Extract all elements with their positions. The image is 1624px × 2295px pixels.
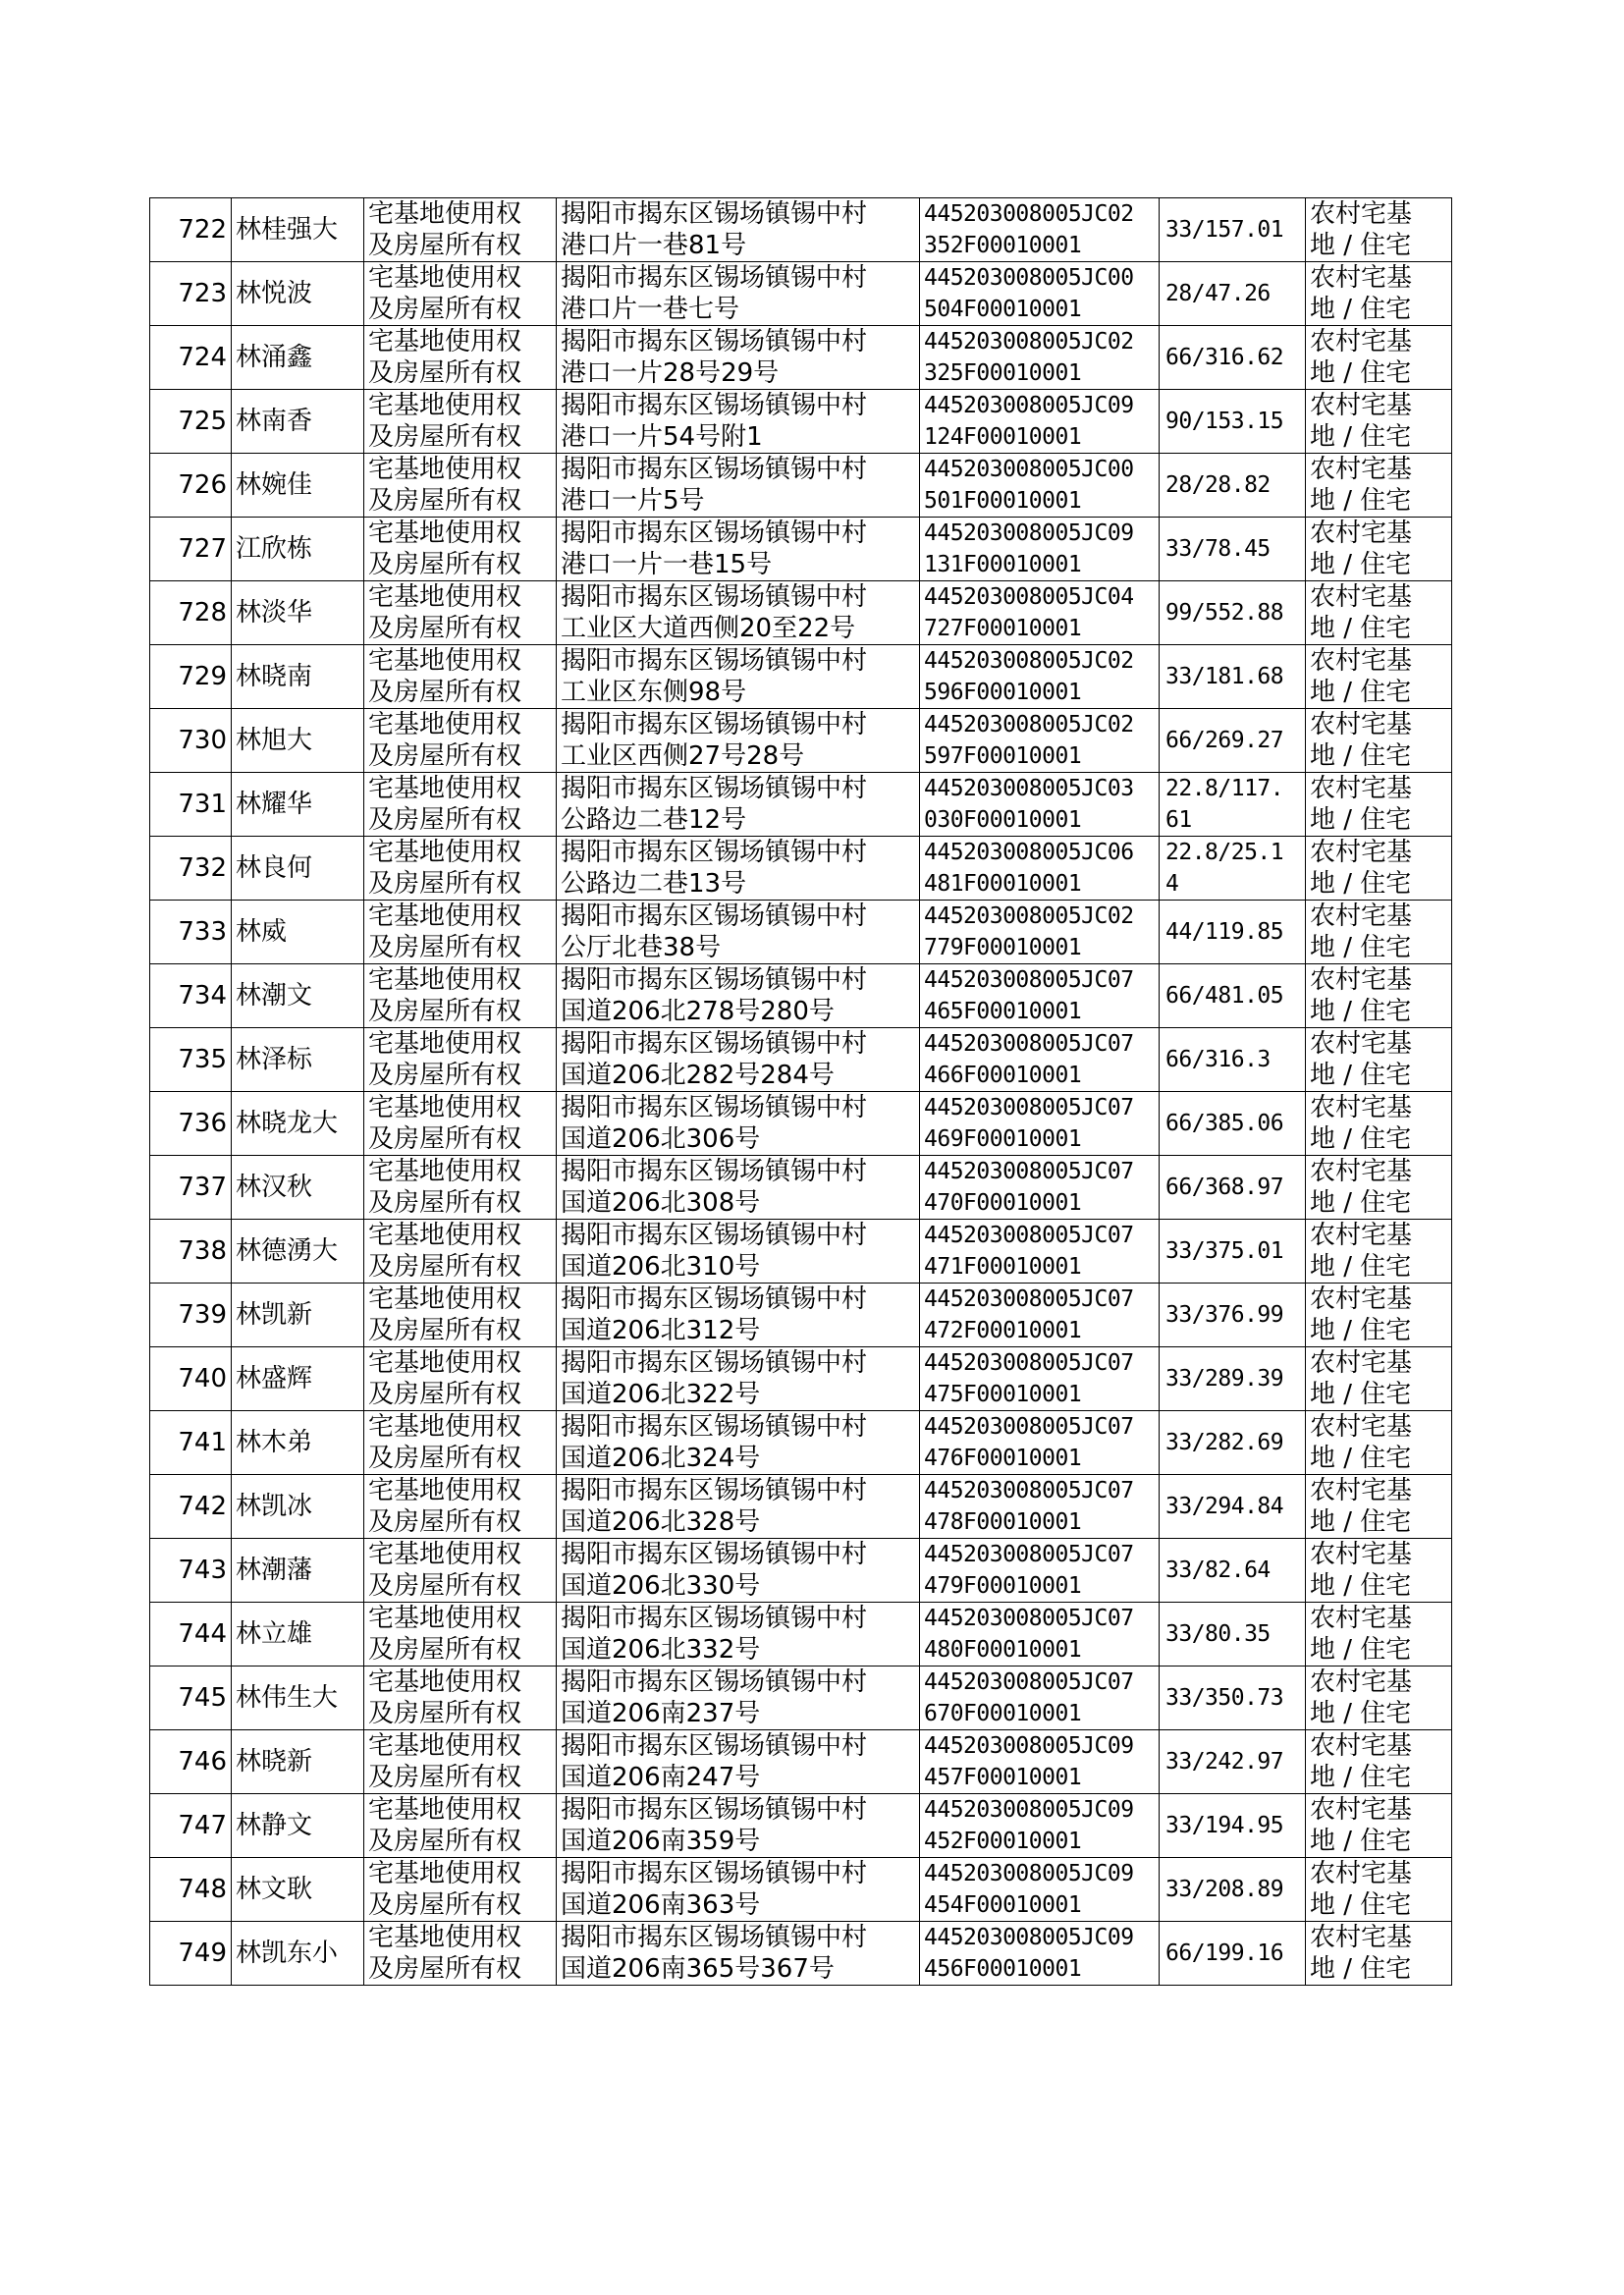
right-type-cell: 宅基地使用权 及房屋所有权	[364, 1603, 557, 1667]
right-type-cell: 宅基地使用权 及房屋所有权	[364, 773, 557, 837]
row-number-cell: 724	[150, 326, 232, 390]
row-number-cell: 725	[150, 390, 232, 454]
row-number-cell: 726	[150, 454, 232, 518]
land-use-cell: 农村宅基 地 / 住宅	[1306, 1347, 1452, 1411]
right-type-cell: 宅基地使用权 及房屋所有权	[364, 454, 557, 518]
owner-name-cell: 林潮文	[232, 964, 364, 1028]
owner-name-cell: 林木弟	[232, 1411, 364, 1475]
table-row	[150, 901, 1452, 964]
land-use-cell: 农村宅基 地 / 住宅	[1306, 1603, 1452, 1667]
unit-number-cell: 445203008005JC07 465F00010001	[920, 964, 1160, 1028]
property-address-cell: 揭阳市揭东区锡场镇锡中村 港口一片一巷15号	[557, 518, 920, 581]
table-row	[150, 1092, 1452, 1156]
owner-name-cell: 林德湧大	[232, 1220, 364, 1284]
land-use-cell: 农村宅基 地 / 住宅	[1306, 1284, 1452, 1347]
property-address-cell: 揭阳市揭东区锡场镇锡中村 国道206北308号	[557, 1156, 920, 1220]
row-number-cell: 741	[150, 1411, 232, 1475]
owner-name-cell: 林文耿	[232, 1858, 364, 1922]
table-row	[150, 1284, 1452, 1347]
land-use-cell: 农村宅基 地 / 住宅	[1306, 454, 1452, 518]
right-type-cell: 宅基地使用权 及房屋所有权	[364, 1347, 557, 1411]
table-row	[150, 1411, 1452, 1475]
unit-number-cell: 445203008005JC07 471F00010001	[920, 1220, 1160, 1284]
land-use-cell: 农村宅基 地 / 住宅	[1306, 581, 1452, 645]
land-use-cell: 农村宅基 地 / 住宅	[1306, 1092, 1452, 1156]
row-number-cell: 733	[150, 901, 232, 964]
unit-number-cell: 445203008005JC02 779F00010001	[920, 901, 1160, 964]
area-value-cell: 33/289.39	[1160, 1347, 1306, 1411]
owner-name-cell: 林涌鑫	[232, 326, 364, 390]
unit-number-cell: 445203008005JC07 478F00010001	[920, 1475, 1160, 1539]
property-address-cell: 揭阳市揭东区锡场镇锡中村 国道206北278号280号	[557, 964, 920, 1028]
table-row	[150, 709, 1452, 773]
row-number-cell: 731	[150, 773, 232, 837]
area-value-cell: 66/385.06	[1160, 1092, 1306, 1156]
land-use-cell: 农村宅基 地 / 住宅	[1306, 390, 1452, 454]
area-value-cell: 66/368.97	[1160, 1156, 1306, 1220]
right-type-cell: 宅基地使用权 及房屋所有权	[364, 1539, 557, 1603]
table-row	[150, 1539, 1452, 1603]
owner-name-cell: 林淡华	[232, 581, 364, 645]
right-type-cell: 宅基地使用权 及房屋所有权	[364, 1411, 557, 1475]
property-address-cell: 揭阳市揭东区锡场镇锡中村 港口一片28号29号	[557, 326, 920, 390]
unit-number-cell: 445203008005JC06 481F00010001	[920, 837, 1160, 901]
land-use-cell: 农村宅基 地 / 住宅	[1306, 1539, 1452, 1603]
table-row	[150, 262, 1452, 326]
owner-name-cell: 林凯新	[232, 1284, 364, 1347]
property-address-cell: 揭阳市揭东区锡场镇锡中村 港口一片5号	[557, 454, 920, 518]
owner-name-cell: 林晓龙大	[232, 1092, 364, 1156]
owner-name-cell: 林泽标	[232, 1028, 364, 1092]
right-type-cell: 宅基地使用权 及房屋所有权	[364, 1922, 557, 1986]
right-type-cell: 宅基地使用权 及房屋所有权	[364, 964, 557, 1028]
land-use-cell: 农村宅基 地 / 住宅	[1306, 326, 1452, 390]
registry-table	[149, 197, 1452, 1986]
area-value-cell: 66/316.3	[1160, 1028, 1306, 1092]
land-use-cell: 农村宅基 地 / 住宅	[1306, 709, 1452, 773]
property-address-cell: 揭阳市揭东区锡场镇锡中村 国道206北306号	[557, 1092, 920, 1156]
owner-name-cell: 林婉佳	[232, 454, 364, 518]
row-number-cell: 736	[150, 1092, 232, 1156]
table-row	[150, 1347, 1452, 1411]
area-value-cell: 33/375.01	[1160, 1220, 1306, 1284]
land-use-cell: 农村宅基 地 / 住宅	[1306, 1028, 1452, 1092]
table-row	[150, 1794, 1452, 1858]
area-value-cell: 22.8/117. 61	[1160, 773, 1306, 837]
unit-number-cell: 445203008005JC02 596F00010001	[920, 645, 1160, 709]
area-value-cell: 33/350.73	[1160, 1667, 1306, 1730]
owner-name-cell: 林晓新	[232, 1730, 364, 1794]
owner-name-cell: 林南香	[232, 390, 364, 454]
row-number-cell: 734	[150, 964, 232, 1028]
row-number-cell: 744	[150, 1603, 232, 1667]
owner-name-cell: 林凯东小	[232, 1922, 364, 1986]
area-value-cell: 33/376.99	[1160, 1284, 1306, 1347]
owner-name-cell: 林伟生大	[232, 1667, 364, 1730]
area-value-cell: 33/294.84	[1160, 1475, 1306, 1539]
unit-number-cell: 445203008005JC07 466F00010001	[920, 1028, 1160, 1092]
right-type-cell: 宅基地使用权 及房屋所有权	[364, 709, 557, 773]
area-value-cell: 33/282.69	[1160, 1411, 1306, 1475]
property-address-cell: 揭阳市揭东区锡场镇锡中村 国道206北310号	[557, 1220, 920, 1284]
row-number-cell: 723	[150, 262, 232, 326]
property-address-cell: 揭阳市揭东区锡场镇锡中村 港口一片54号附1	[557, 390, 920, 454]
right-type-cell: 宅基地使用权 及房屋所有权	[364, 1475, 557, 1539]
property-address-cell: 揭阳市揭东区锡场镇锡中村 国道206北328号	[557, 1475, 920, 1539]
owner-name-cell: 林盛辉	[232, 1347, 364, 1411]
row-number-cell: 748	[150, 1858, 232, 1922]
area-value-cell: 33/208.89	[1160, 1858, 1306, 1922]
table-row	[150, 1220, 1452, 1284]
right-type-cell: 宅基地使用权 及房屋所有权	[364, 1028, 557, 1092]
row-number-cell: 747	[150, 1794, 232, 1858]
owner-name-cell: 林晓南	[232, 645, 364, 709]
area-value-cell: 33/181.68	[1160, 645, 1306, 709]
area-value-cell: 33/80.35	[1160, 1603, 1306, 1667]
table-row	[150, 198, 1452, 262]
owner-name-cell: 林威	[232, 901, 364, 964]
row-number-cell: 722	[150, 198, 232, 262]
unit-number-cell: 445203008005JC07 469F00010001	[920, 1092, 1160, 1156]
area-value-cell: 99/552.88	[1160, 581, 1306, 645]
row-number-cell: 737	[150, 1156, 232, 1220]
right-type-cell: 宅基地使用权 及房屋所有权	[364, 1794, 557, 1858]
property-address-cell: 揭阳市揭东区锡场镇锡中村 国道206北330号	[557, 1539, 920, 1603]
owner-name-cell: 林悦波	[232, 262, 364, 326]
table-row	[150, 1667, 1452, 1730]
property-address-cell: 揭阳市揭东区锡场镇锡中村 工业区西侧27号28号	[557, 709, 920, 773]
registry-table-body	[150, 198, 1452, 1986]
area-value-cell: 33/242.97	[1160, 1730, 1306, 1794]
unit-number-cell: 445203008005JC07 476F00010001	[920, 1411, 1160, 1475]
right-type-cell: 宅基地使用权 及房屋所有权	[364, 1092, 557, 1156]
property-address-cell: 揭阳市揭东区锡场镇锡中村 国道206南363号	[557, 1858, 920, 1922]
property-address-cell: 揭阳市揭东区锡场镇锡中村 港口片一巷81号	[557, 198, 920, 262]
owner-name-cell: 林汉秋	[232, 1156, 364, 1220]
table-row	[150, 1028, 1452, 1092]
land-use-cell: 农村宅基 地 / 住宅	[1306, 1794, 1452, 1858]
area-value-cell: 90/153.15	[1160, 390, 1306, 454]
right-type-cell: 宅基地使用权 及房屋所有权	[364, 645, 557, 709]
right-type-cell: 宅基地使用权 及房屋所有权	[364, 390, 557, 454]
land-use-cell: 农村宅基 地 / 住宅	[1306, 1411, 1452, 1475]
unit-number-cell: 445203008005JC07 479F00010001	[920, 1539, 1160, 1603]
row-number-cell: 732	[150, 837, 232, 901]
land-use-cell: 农村宅基 地 / 住宅	[1306, 1730, 1452, 1794]
property-address-cell: 揭阳市揭东区锡场镇锡中村 国道206北324号	[557, 1411, 920, 1475]
row-number-cell: 742	[150, 1475, 232, 1539]
land-use-cell: 农村宅基 地 / 住宅	[1306, 773, 1452, 837]
owner-name-cell: 江欣栋	[232, 518, 364, 581]
land-use-cell: 农村宅基 地 / 住宅	[1306, 1858, 1452, 1922]
table-row	[150, 773, 1452, 837]
area-value-cell: 22.8/25.1 4	[1160, 837, 1306, 901]
unit-number-cell: 445203008005JC02 352F00010001	[920, 198, 1160, 262]
table-row	[150, 518, 1452, 581]
row-number-cell: 743	[150, 1539, 232, 1603]
table-row	[150, 1603, 1452, 1667]
table-row	[150, 645, 1452, 709]
right-type-cell: 宅基地使用权 及房屋所有权	[364, 1858, 557, 1922]
table-row	[150, 837, 1452, 901]
property-address-cell: 揭阳市揭东区锡场镇锡中村 国道206北282号284号	[557, 1028, 920, 1092]
owner-name-cell: 林立雄	[232, 1603, 364, 1667]
land-use-cell: 农村宅基 地 / 住宅	[1306, 901, 1452, 964]
unit-number-cell: 445203008005JC03 030F00010001	[920, 773, 1160, 837]
right-type-cell: 宅基地使用权 及房屋所有权	[364, 198, 557, 262]
row-number-cell: 740	[150, 1347, 232, 1411]
unit-number-cell: 445203008005JC09 454F00010001	[920, 1858, 1160, 1922]
row-number-cell: 730	[150, 709, 232, 773]
land-use-cell: 农村宅基 地 / 住宅	[1306, 837, 1452, 901]
table-row	[150, 1922, 1452, 1986]
unit-number-cell: 445203008005JC09 124F00010001	[920, 390, 1160, 454]
right-type-cell: 宅基地使用权 及房屋所有权	[364, 1284, 557, 1347]
area-value-cell: 33/78.45	[1160, 518, 1306, 581]
land-use-cell: 农村宅基 地 / 住宅	[1306, 1922, 1452, 1986]
land-use-cell: 农村宅基 地 / 住宅	[1306, 645, 1452, 709]
owner-name-cell: 林凯冰	[232, 1475, 364, 1539]
right-type-cell: 宅基地使用权 及房屋所有权	[364, 1220, 557, 1284]
area-value-cell: 66/269.27	[1160, 709, 1306, 773]
land-use-cell: 农村宅基 地 / 住宅	[1306, 1475, 1452, 1539]
property-address-cell: 揭阳市揭东区锡场镇锡中村 公路边二巷12号	[557, 773, 920, 837]
area-value-cell: 66/316.62	[1160, 326, 1306, 390]
area-value-cell: 33/157.01	[1160, 198, 1306, 262]
table-row	[150, 581, 1452, 645]
right-type-cell: 宅基地使用权 及房屋所有权	[364, 326, 557, 390]
row-number-cell: 746	[150, 1730, 232, 1794]
unit-number-cell: 445203008005JC00 504F00010001	[920, 262, 1160, 326]
property-address-cell: 揭阳市揭东区锡场镇锡中村 国道206南359号	[557, 1794, 920, 1858]
area-value-cell: 28/28.82	[1160, 454, 1306, 518]
table-row	[150, 1156, 1452, 1220]
land-use-cell: 农村宅基 地 / 住宅	[1306, 1667, 1452, 1730]
unit-number-cell: 445203008005JC00 501F00010001	[920, 454, 1160, 518]
row-number-cell: 738	[150, 1220, 232, 1284]
land-use-cell: 农村宅基 地 / 住宅	[1306, 1220, 1452, 1284]
property-address-cell: 揭阳市揭东区锡场镇锡中村 公厅北巷38号	[557, 901, 920, 964]
property-address-cell: 揭阳市揭东区锡场镇锡中村 公路边二巷13号	[557, 837, 920, 901]
land-use-cell: 农村宅基 地 / 住宅	[1306, 964, 1452, 1028]
right-type-cell: 宅基地使用权 及房屋所有权	[364, 1667, 557, 1730]
land-use-cell: 农村宅基 地 / 住宅	[1306, 262, 1452, 326]
property-address-cell: 揭阳市揭东区锡场镇锡中村 工业区大道西侧20至22号	[557, 581, 920, 645]
row-number-cell: 727	[150, 518, 232, 581]
area-value-cell: 28/47.26	[1160, 262, 1306, 326]
area-value-cell: 66/199.16	[1160, 1922, 1306, 1986]
owner-name-cell: 林潮藩	[232, 1539, 364, 1603]
unit-number-cell: 445203008005JC04 727F00010001	[920, 581, 1160, 645]
table-row	[150, 964, 1452, 1028]
row-number-cell: 745	[150, 1667, 232, 1730]
owner-name-cell: 林旭大	[232, 709, 364, 773]
unit-number-cell: 445203008005JC07 470F00010001	[920, 1156, 1160, 1220]
land-use-cell: 农村宅基 地 / 住宅	[1306, 518, 1452, 581]
land-use-cell: 农村宅基 地 / 住宅	[1306, 1156, 1452, 1220]
unit-number-cell: 445203008005JC07 475F00010001	[920, 1347, 1160, 1411]
right-type-cell: 宅基地使用权 及房屋所有权	[364, 581, 557, 645]
area-value-cell: 44/119.85	[1160, 901, 1306, 964]
table-row	[150, 454, 1452, 518]
property-address-cell: 揭阳市揭东区锡场镇锡中村 国道206北332号	[557, 1603, 920, 1667]
row-number-cell: 749	[150, 1922, 232, 1986]
area-value-cell: 33/82.64	[1160, 1539, 1306, 1603]
owner-name-cell: 林静文	[232, 1794, 364, 1858]
property-address-cell: 揭阳市揭东区锡场镇锡中村 国道206南365号367号	[557, 1922, 920, 1986]
unit-number-cell: 445203008005JC07 670F00010001	[920, 1667, 1160, 1730]
owner-name-cell: 林良何	[232, 837, 364, 901]
right-type-cell: 宅基地使用权 及房屋所有权	[364, 262, 557, 326]
table-row	[150, 326, 1452, 390]
right-type-cell: 宅基地使用权 及房屋所有权	[364, 837, 557, 901]
right-type-cell: 宅基地使用权 及房屋所有权	[364, 901, 557, 964]
unit-number-cell: 445203008005JC09 456F00010001	[920, 1922, 1160, 1986]
right-type-cell: 宅基地使用权 及房屋所有权	[364, 1730, 557, 1794]
row-number-cell: 728	[150, 581, 232, 645]
table-row	[150, 1730, 1452, 1794]
property-address-cell: 揭阳市揭东区锡场镇锡中村 国道206南237号	[557, 1667, 920, 1730]
table-row	[150, 1858, 1452, 1922]
table-row	[150, 390, 1452, 454]
property-address-cell: 揭阳市揭东区锡场镇锡中村 国道206南247号	[557, 1730, 920, 1794]
area-value-cell: 33/194.95	[1160, 1794, 1306, 1858]
unit-number-cell: 445203008005JC09 131F00010001	[920, 518, 1160, 581]
right-type-cell: 宅基地使用权 及房屋所有权	[364, 518, 557, 581]
row-number-cell: 739	[150, 1284, 232, 1347]
property-address-cell: 揭阳市揭东区锡场镇锡中村 港口片一巷七号	[557, 262, 920, 326]
table-row	[150, 1475, 1452, 1539]
land-use-cell: 农村宅基 地 / 住宅	[1306, 198, 1452, 262]
unit-number-cell: 445203008005JC02 325F00010001	[920, 326, 1160, 390]
property-address-cell: 揭阳市揭东区锡场镇锡中村 国道206北312号	[557, 1284, 920, 1347]
row-number-cell: 735	[150, 1028, 232, 1092]
unit-number-cell: 445203008005JC09 457F00010001	[920, 1730, 1160, 1794]
owner-name-cell: 林桂强大	[232, 198, 364, 262]
unit-number-cell: 445203008005JC02 597F00010001	[920, 709, 1160, 773]
property-address-cell: 揭阳市揭东区锡场镇锡中村 工业区东侧98号	[557, 645, 920, 709]
unit-number-cell: 445203008005JC07 472F00010001	[920, 1284, 1160, 1347]
unit-number-cell: 445203008005JC07 480F00010001	[920, 1603, 1160, 1667]
unit-number-cell: 445203008005JC09 452F00010001	[920, 1794, 1160, 1858]
area-value-cell: 66/481.05	[1160, 964, 1306, 1028]
owner-name-cell: 林耀华	[232, 773, 364, 837]
right-type-cell: 宅基地使用权 及房屋所有权	[364, 1156, 557, 1220]
property-address-cell: 揭阳市揭东区锡场镇锡中村 国道206北322号	[557, 1347, 920, 1411]
row-number-cell: 729	[150, 645, 232, 709]
